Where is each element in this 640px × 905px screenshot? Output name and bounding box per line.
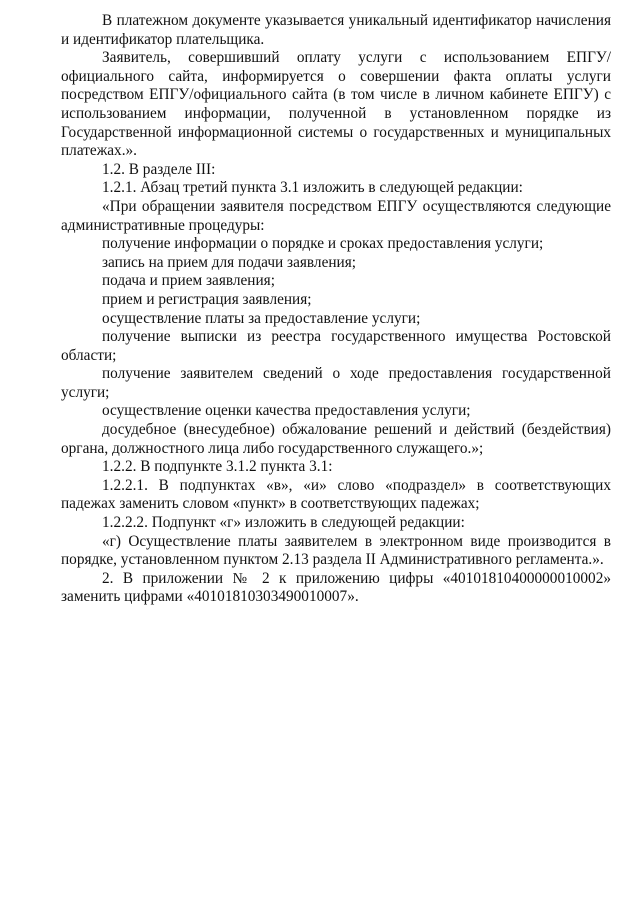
paragraph-procedures-intro: «При обращении заявителя посредством ЕПГУ осуществляются следующие административные процедуры: — [61, 197, 611, 234]
paragraph-appendix-2: 2. В приложении № 2 к приложению цифры «40101810400000010002» заменить цифрами «40101810303490010007». — [61, 569, 611, 606]
list-item: получение заявителем сведений о ходе предоставления государственной услуги; — [61, 365, 611, 401]
list-item: досудебное (внесудебное) обжалование решений и действий (бездействия) органа, должностного лица либо государственного служащего.»; — [61, 421, 611, 457]
list-item: получение выписки из реестра государственного имущества Ростовской области; — [61, 328, 611, 364]
paragraph-payment-identifier: В платежном документе указывается уникальный идентификатор начисления и идентификатор плательщика. — [61, 12, 611, 48]
list-item: подача и прием заявления; — [102, 272, 275, 290]
list-item: получение информации о порядке и сроках предоставления услуги; — [102, 235, 544, 253]
paragraph-1-2-1: 1.2.1. Абзац третий пункта 3.1 изложить в следующей редакции: — [102, 179, 523, 197]
paragraph-section-iii: 1.2. В разделе III: — [102, 160, 216, 178]
paragraph-1-2-2-1: 1.2.2.1. В подпунктах «в», «и» слово «подраздел» в соответствующих падежах заменить словом «пункт» в соответствующих падежах; — [61, 476, 611, 513]
paragraph-subpoint-g: «г) Осуществление платы заявителем в электронном виде производится в порядке, установленном пунктом 2.13 раздела II Административного регламента.». — [61, 532, 611, 569]
paragraph-applicant-informed: Заявитель, совершивший оплату услуги с использованием ЕПГУ/официального сайта, информируется о совершении факта оплаты услуги посредством ЕПГУ/официального сайта (в том числе в личном кабинете ЕПГУ) с использованием информации, полученной в установленном порядке из Государственной информационной системы о государственных и муниципальных платежах.». — [61, 49, 611, 160]
list-item: осуществление платы за предоставление услуги; — [102, 309, 421, 327]
list-item: прием и регистрация заявления; — [102, 290, 312, 308]
paragraph-1-2-2-2: 1.2.2.2. Подпункт «г» изложить в следующей редакции: — [102, 514, 465, 532]
paragraph-1-2-2: 1.2.2. В подпункте 3.1.2 пункта 3.1: — [102, 458, 333, 476]
list-item: осуществление оценки качества предоставления услуги; — [102, 402, 471, 420]
list-item: запись на прием для подачи заявления; — [102, 253, 357, 271]
